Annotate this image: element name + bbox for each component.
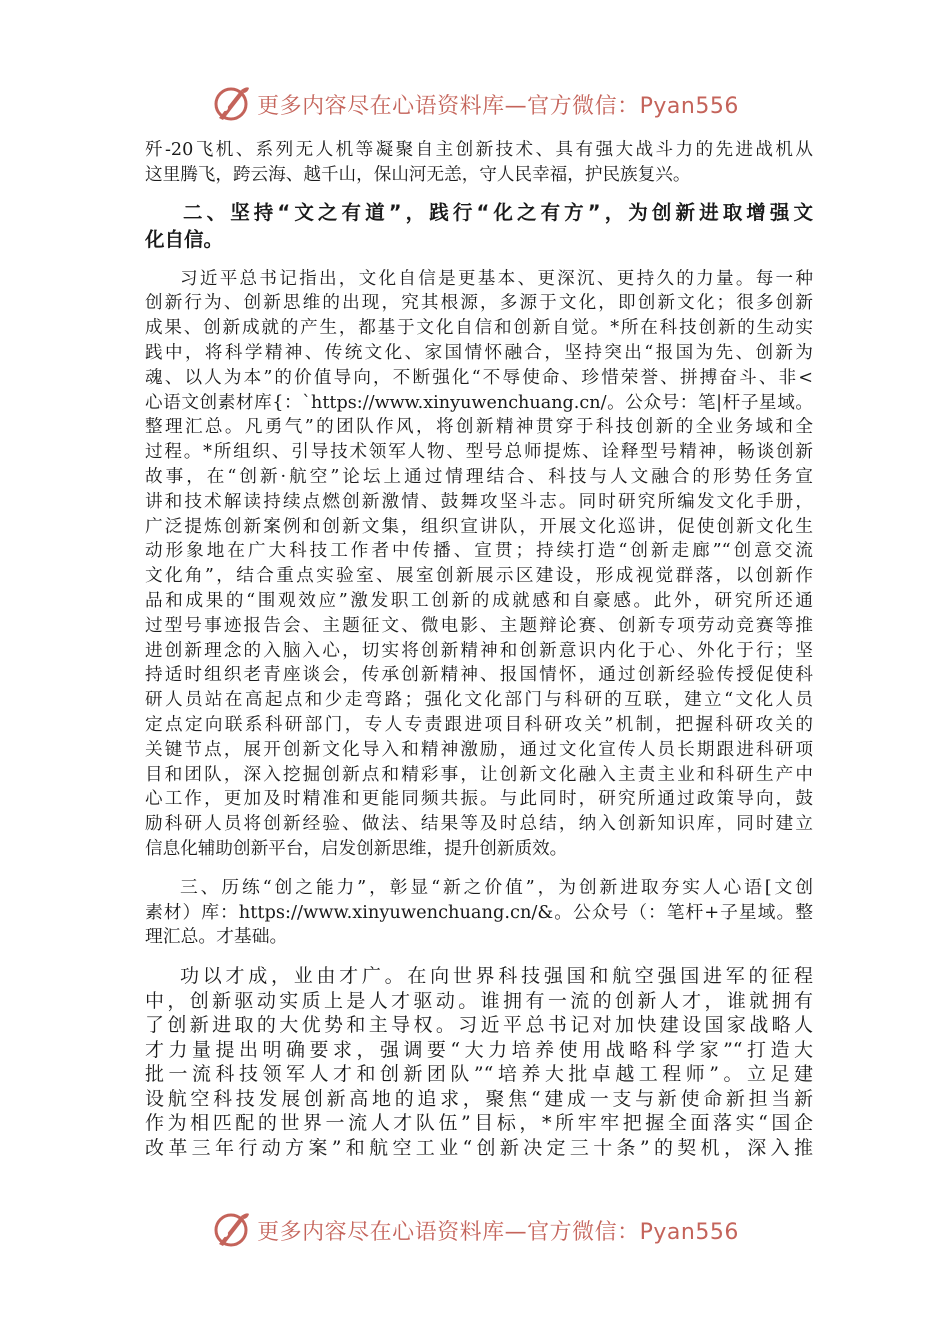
text-line: 目和团队，深入挖掘创新点和精彩事，让创新文化融入主责主业和科研生产中 [145,764,813,785]
paragraph-continuation [145,138,813,188]
text-line: 中，创新驱动实质上是人才驱动。谁拥有一流的创新人才，谁就拥有 [145,989,813,1012]
footer-banner-text: 更多内容尽在心语资料库—官方微信：Pyan556 [257,1219,739,1245]
text-line: 过程。*所组织、引导技术领军人物、型号总师提炼、诠释型号精神，畅谈创新 [145,442,813,463]
text-line: 过型号事迹报告会、主题征文、微电影、主题辩论赛、创新专项劳动竞赛等推 [145,615,813,636]
text-line: 文化角”，结合重点实验室、展室创新展示区建设，形成视觉群落，以创新作 [145,566,813,587]
text-line: 讲和技术解读持续点燃创新激情、鼓舞攻坚斗志。同时研究所编发文化手册， [145,491,813,512]
text-line: 三、历练“创之能力”，彰显“新之价值”，为创新进取夯实人心语[文创 [180,876,813,898]
document-body [145,138,813,1160]
header-banner [0,82,950,126]
text-line: 持适时组织老青座谈会，传承创新精神、报国情怀，通过创新经验传授促使科 [145,665,813,686]
quill-pen-logo-icon [211,1210,251,1250]
text-line: 素材）库：https://www.xinyuwenchuang.cn/&。公众号（：笔杆+子星域。整 [145,901,813,923]
text-line: 批一流科技领军人才和创新团队”“培养大批卓越工程师”。立足建 [145,1063,813,1086]
quill-pen-logo-icon [211,84,251,124]
footer-banner [0,1208,950,1252]
section-heading-3 [145,876,813,950]
text-line: 整理汇总。凡勇气”的团队作风，将创新精神贯穿于科技创新的全业务域和全 [145,417,813,438]
text-line: 设航空科技发展创新高地的追求，聚焦“建成一支与新使命新担当新 [145,1087,813,1110]
text-line: 践中，将科学精神、传统文化、家国情怀融合，坚持突出“报国为先、创新为 [145,342,813,363]
text-line: 心语文创素材库{：`https://www.xinyuwenchuang.cn/。公众号：笔|杆子星域。 [145,392,813,413]
text-line: 信息化辅助创新平台，启发创新思维，提升创新质效。 [145,838,568,859]
text-line: 习近平总书记指出，文化自信是更基本、更深沉、更持久的力量。每一种 [180,268,813,289]
text-line: 励科研人员将创新经验、做法、结果等及时总结，纳入创新知识库，同时建立 [145,814,813,835]
text-line: 改革三年行动方案”和航空工业“创新决定三十条”的契机，深入推 [145,1136,813,1159]
section-heading-2 [145,199,813,253]
text-line: 故事，在“创新·航空”论坛上通过情理结合、科技与人文融合的形势任务宣 [145,466,813,487]
paragraph-culture [145,267,813,862]
text-line: 品和成果的“围观效应”激发职工创新的成就感和自豪感。此外，研究所还通 [145,590,813,611]
heading-line: 二、坚持“文之有道”，践行“化之有方”，为创新进取增强文 [183,200,813,224]
text-line: 才力量提出明确要求，强调要“大力培养使用战略科学家”“打造大 [145,1038,813,1061]
text-line: 进创新理念的入脑入心，切实将创新精神和创新意识内化于心、外化于行；坚 [145,640,813,661]
text-line: 了创新进取的大优势和主导权。习近平总书记对加快建设国家战略人 [145,1014,813,1037]
text-line: 定点定向联系科研部门，专人专责跟进项目科研攻关”机制，把握科研攻关的 [145,714,813,735]
text-line: 创新行为、创新思维的出现，究其根源，多源于文化，即创新文化；很多创新 [145,293,813,314]
text-line: 成果、创新成就的产生，都基于文化自信和创新自觉。*所在科技创新的生动实 [145,318,813,339]
text-line: 这里腾飞，跨云海、越千山，保山河无恙，守人民幸福，护民族复兴。 [145,164,691,185]
text-line: 作为相匹配的世界一流人才队伍”目标，*所牢牢把握全面落实“国企 [145,1112,813,1135]
header-banner-text: 更多内容尽在心语资料库—官方微信：Pyan556 [257,93,739,119]
text-line: 理汇总。才基础。 [145,926,288,948]
text-line: 关键节点，展开创新文化导入和精神激励，通过文化宣传人员长期跟进科研项 [145,739,813,760]
text-line: 魂、以人为本”的价值导向，不断强化“不辱使命、珍惜荣誉、拼搏奋斗、非< [145,367,813,388]
text-line: 研人员站在高起点和少走弯路；强化文化部门与科研的互联，建立“文化人员 [145,690,813,711]
text-line: 动形象地在广大科技工作者中传播、宣贯；持续打造“创新走廊”“创意交流 [145,541,813,562]
paragraph-talent [145,964,813,1160]
text-line: 功以才成，业由才广。在向世界科技强国和航空强国进军的征程 [180,965,813,988]
text-line: 歼-20飞机、系列无人机等凝聚自主创新技术、具有强大战斗力的先进战机从 [145,140,813,160]
heading-line: 化自信。 [145,227,224,251]
text-line: 心工作，更加及时精准和更能同频共振。与此同时，研究所通过政策导向，鼓 [145,789,813,810]
text-line: 广泛提炼创新案例和创新文集，组织宣讲队，开展文化巡讲，促使创新文化生 [145,516,813,537]
